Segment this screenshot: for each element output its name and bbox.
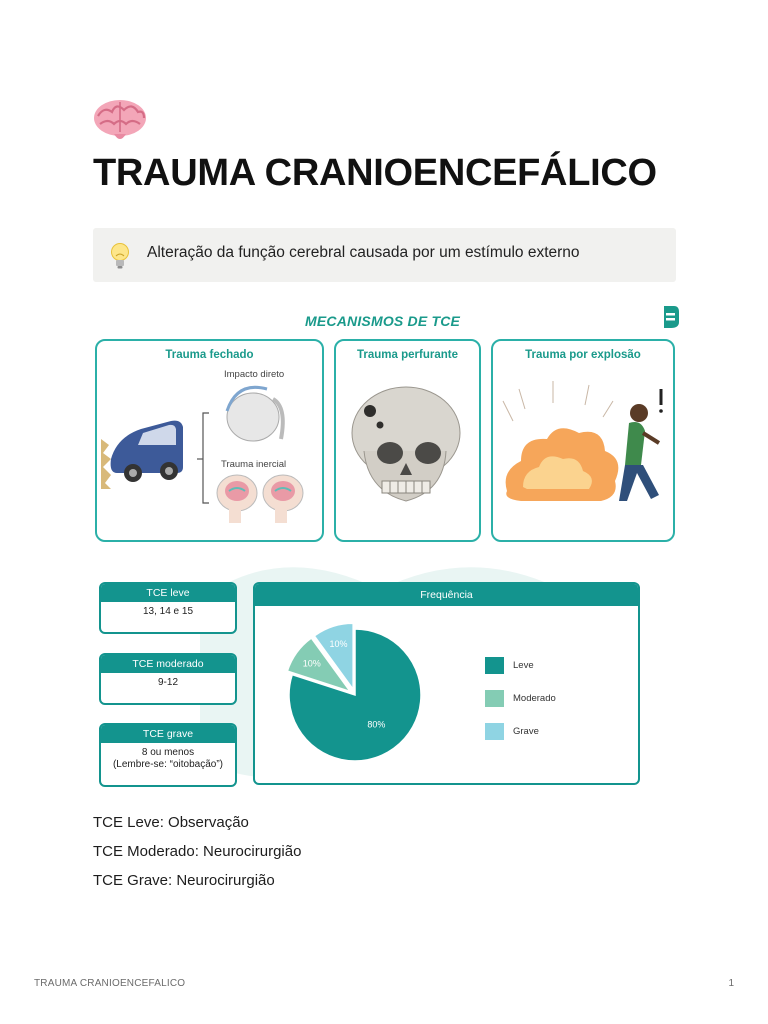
pie-label-grave: 10% <box>329 639 348 650</box>
legend-label: Moderado <box>513 693 556 704</box>
closed-trauma-illustration <box>97 341 322 540</box>
page-number: 1 <box>728 978 734 989</box>
note-grave: TCE Grave: Neurocirurgião <box>93 872 275 889</box>
class-box-value-note: (Lembre-se: “oitobação”) <box>112 759 224 770</box>
class-box-title: TCE grave <box>101 725 235 743</box>
class-box-value: 8 ou menos <box>141 747 195 758</box>
mechanisms-title: MECANISMOS DE TCE <box>305 313 461 329</box>
class-box-moderado <box>99 653 237 705</box>
panel-trauma-perfurante <box>334 339 481 542</box>
class-box-grave <box>99 723 237 787</box>
legend-label: Leve <box>513 660 534 671</box>
class-box-leve <box>99 582 237 634</box>
skull-illustration <box>336 341 479 540</box>
legend-swatch <box>485 690 504 707</box>
lightbulb-icon <box>109 242 131 270</box>
panel-title: Trauma por explosão <box>525 349 641 361</box>
callout <box>93 228 676 282</box>
class-box-value: 9-12 <box>157 677 178 688</box>
label-impacto-direto: Impacto direto <box>224 369 285 380</box>
pie-chart <box>255 584 638 783</box>
pie-label-moderado: 10% <box>302 658 321 669</box>
page-title: TRAUMA CRANIOENCEFÁLICO <box>93 152 657 194</box>
note-moderado: TCE Moderado: Neurocirurgião <box>93 843 302 860</box>
footer-title: TRAUMA CRANIOENCEFALICO <box>34 978 186 989</box>
panel-title: Trauma perfurante <box>357 349 458 361</box>
label-trauma-inercial: Trauma inercial <box>221 459 287 470</box>
legend-swatch <box>485 657 504 674</box>
explosion-illustration <box>493 341 673 540</box>
frequency-chart <box>253 582 640 785</box>
brain-icon <box>92 98 148 144</box>
panel-trauma-fechado <box>95 339 324 542</box>
class-box-value: 13, 14 e 15 <box>142 606 194 617</box>
chart-title: Frequência <box>255 584 638 606</box>
pie-label-leve: 80% <box>367 719 386 730</box>
callout-text: Alteração da função cerebral causada por um estímulo externo <box>147 244 580 261</box>
panel-title: Trauma fechado <box>165 349 254 361</box>
panel-trauma-explosao <box>491 339 675 542</box>
legend-label: Grave <box>513 726 539 737</box>
class-box-title: TCE moderado <box>101 655 235 673</box>
note-leve: TCE Leve: Observação <box>93 814 249 831</box>
brand-logo-icon <box>660 304 680 330</box>
legend-swatch <box>485 723 504 740</box>
notes-list <box>93 815 301 902</box>
class-box-title: TCE leve <box>101 584 235 602</box>
